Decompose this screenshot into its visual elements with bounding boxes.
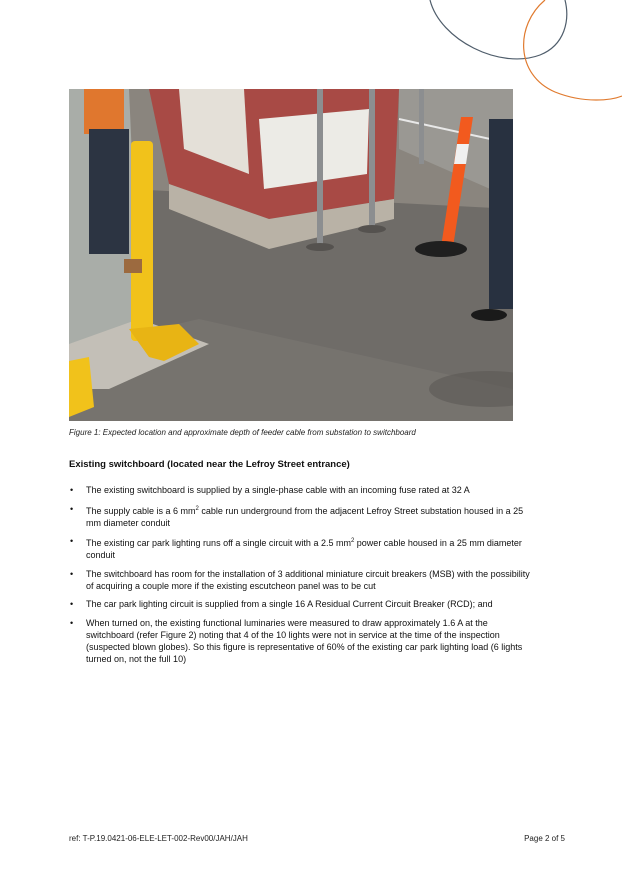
page-number: Page 2 of 5	[524, 834, 565, 843]
section-heading: Existing switchboard (located near the Lefroy Street entrance)	[69, 459, 350, 470]
list-item: • The car park lighting circuit is supplied from a single 16 A Residual Current Circuit Breaker (RCD); and	[70, 599, 493, 609]
bullet-icon: •	[70, 503, 74, 514]
bullet-icon: •	[70, 485, 74, 495]
bullet-icon: •	[70, 536, 74, 546]
bullet-icon: •	[70, 599, 74, 609]
bullet-list	[69, 484, 537, 671]
list-item: • The supply cable is a 6 $mm^2$ cable run underground from the adjacent Lefroy Street substation housed in a 25 mm diameter conduit	[70, 503, 524, 528]
list-item: • The switchboard has room for the installation of 3 additional miniature circuit breakers (MSB) with the possibility of acquiring a couple more if the existing escutcheon panel was to be cut	[70, 568, 530, 591]
figure-caption: Figure 1: Expected location and approximate depth of feeder cable from substation to switchboard	[69, 428, 416, 437]
list-item: • The existing switchboard is supplied by a single-phase cable with an incoming fuse rated at 32 A	[70, 485, 470, 495]
list-item: • The existing car park lighting runs off a single circuit with a 2.5 $mm^2$ power cable housed in a 25 mm diameter conduit	[70, 536, 522, 560]
bullet-icon: •	[70, 617, 74, 628]
document-reference: ref: T-P.19.0421-06-ELE-LET-002-Rev00/JAH/JAH	[69, 834, 248, 843]
bullet-icon: •	[70, 568, 74, 579]
list-item: • When turned on, the existing functional luminaries were measured to draw approximately 1.6 A at the switchboard (refer Figure 2) noting that 4 of the 10 lights were not in service at the time of the inspection (suspected blown globes). So this figure is representative of 60% of the existing car park lighting load (6 lights turned on, not the full 10)	[70, 617, 523, 664]
site-photo	[69, 89, 513, 421]
